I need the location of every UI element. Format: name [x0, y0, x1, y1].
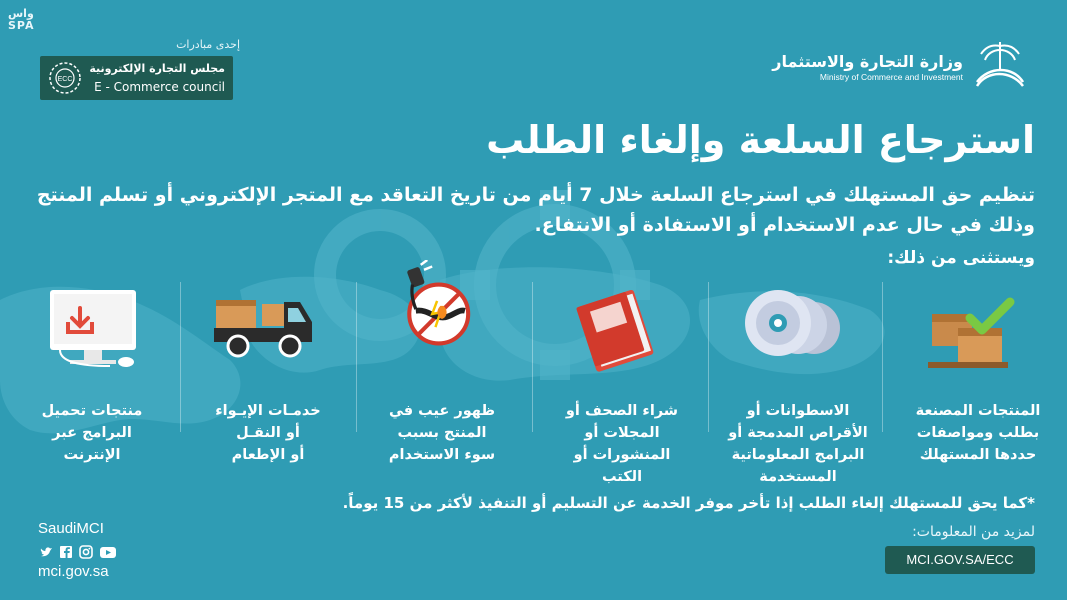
column-divider [708, 282, 709, 432]
exceptions-label: ويستثنى من ذلك: [887, 248, 1035, 268]
column-divider [356, 282, 357, 432]
website-link[interactable]: mci.gov.sa [38, 563, 109, 580]
social-icons-row [40, 545, 122, 559]
intro-line: وذلك في حال عدم الاستخدام أو الاستفادة أو الانتفاع. [534, 214, 1035, 236]
column-divider [532, 282, 533, 432]
youtube-icon[interactable] [100, 547, 116, 558]
exception-text-downloads: منتجات تحميل البرامج عبر الإنترنت [41, 403, 143, 463]
cancellation-note: *كما يحق للمستهلك إلغاء الطلب إذا تأخر موفر الخدمة عن التسليم أو التنفيذ لأكثر من 15 يوماً. [342, 494, 1035, 512]
social-handle: SaudiMCI [38, 520, 104, 537]
exception-text-misuse-defect: ظهور عيب في المنتج بسبب سوء الاستخدام [388, 403, 496, 463]
discs-icon [738, 280, 848, 370]
ministry-name-ar: وزارة التجارة والاستثمار [772, 52, 963, 71]
column-divider [882, 282, 883, 432]
page-title: استرجاع السلعة وإلغاء الطلب [486, 118, 1035, 162]
boxes-checkmark-icon [918, 284, 1028, 374]
exception-text-custom-products: المنتجات المصنعة بطلب ومواصفات حددها المستهلك [915, 403, 1041, 463]
ecc-logo-box [40, 56, 233, 100]
exception-text-services: خدمـات الإيـواء أو النقـل أو الإطعام [215, 403, 321, 463]
damaged-plug-icon [378, 260, 488, 350]
more-info-link-box[interactable] [885, 546, 1035, 574]
exception-text-discs: الاسطوانات أو الأقراص المدمجة أو البرامج المعلوماتية المستخدمة [728, 403, 868, 485]
facebook-icon[interactable] [60, 546, 72, 558]
intro-line: تنظيم حق المستهلك في استرجاع السلعة خلال 7 أيام من تاريخ التعاقد مع المتجر الإلكتروني أو تسلم المنتج [36, 184, 1035, 206]
exception-text-publications: شراء الصحف أو المجلات أو المنشورات أو الكتب [565, 403, 679, 485]
more-info-label: لمزيد من المعلومات: [912, 524, 1035, 540]
more-info-url[interactable]: MCI.GOV.SA/ECC [906, 552, 1014, 567]
book-icon [562, 282, 672, 372]
delivery-truck-icon [212, 280, 322, 370]
intro-text [25, 180, 1035, 240]
download-monitor-icon [40, 282, 150, 372]
ecc-name-en: E - Commerce council [94, 80, 225, 94]
twitter-icon[interactable] [41, 547, 52, 556]
ecc-name-ar: مجلس التجارة الإلكترونية [89, 62, 225, 75]
instagram-icon[interactable] [80, 546, 92, 558]
ecc-seal-icon [48, 61, 82, 95]
svg-text:ECC: ECC [57, 76, 73, 83]
saudi-emblem-icon [971, 40, 1029, 92]
ministry-name-en: Ministry of Commerce and Investment [819, 72, 963, 82]
agency-logo: واس SPA [8, 7, 35, 32]
column-divider [180, 282, 181, 432]
initiative-label: إحدى مبادرات [176, 38, 240, 51]
